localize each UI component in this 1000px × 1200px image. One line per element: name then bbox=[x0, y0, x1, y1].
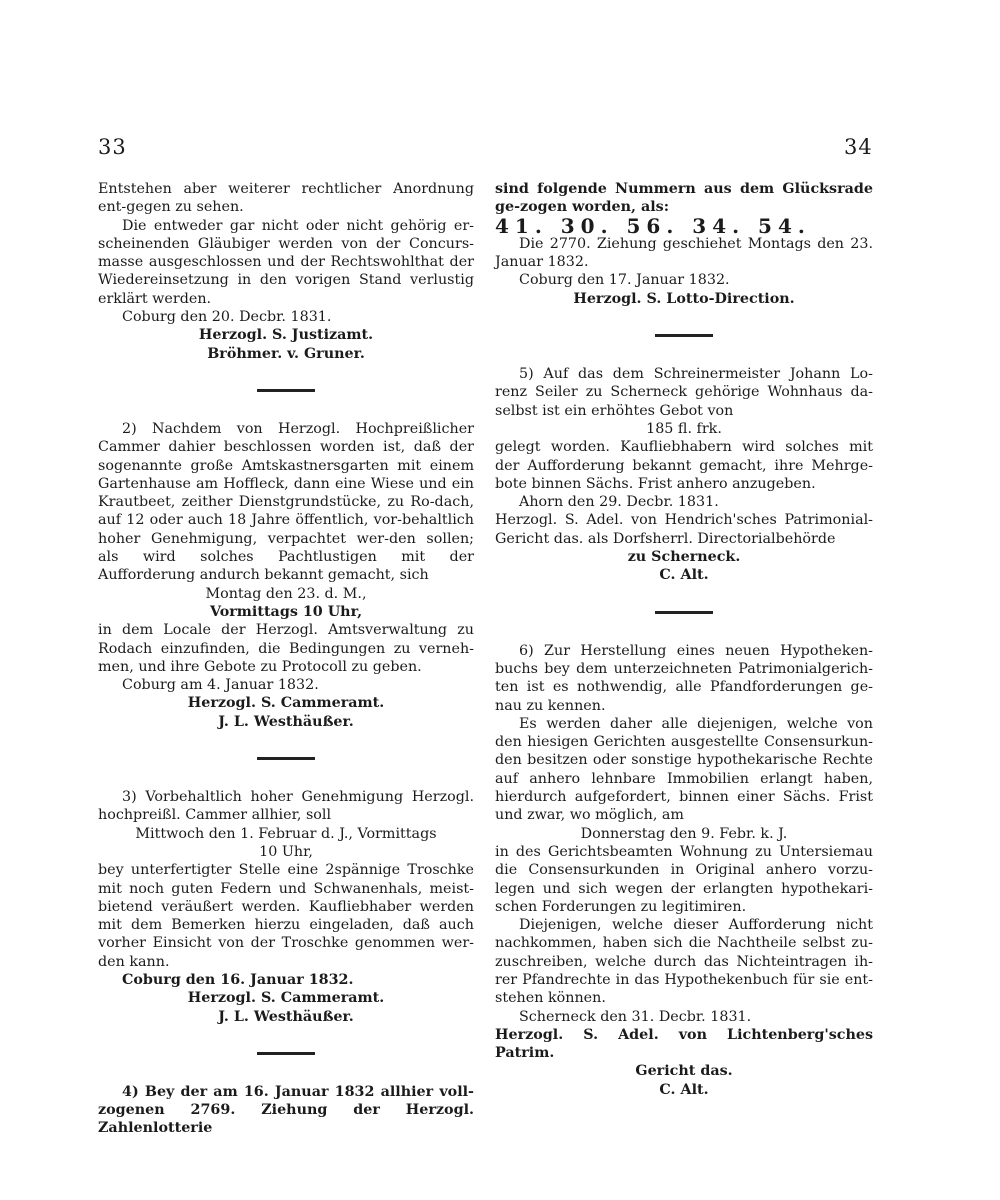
date-line: Coburg den 17. Januar 1832. bbox=[519, 272, 730, 289]
separator-rule bbox=[655, 334, 713, 337]
date-line: Montag den 23. d. M., bbox=[205, 585, 367, 602]
paragraph: Es werden daher alle diejenigen, welche von den hiesigen Gerichten ausgestellte Consensurkun-den besitzen oder sonstige hypothekarische Rechte auf anhero lehnbare Immobilien erlangt haben, hierdurch aufgefordert, binnen einer Sächs. Frist und zwar, wo möglich, am bbox=[495, 715, 873, 824]
paragraph: 3) Vorbehaltlich hoher Genehmigung Herzogl. hochpreißl. Cammer allhier, soll bbox=[98, 789, 474, 824]
authority-line: Herzogl. S. Adel. von Hendrich'sches Patrimonial-Gericht das. als Dorfsherrl. Directorialbehörde bbox=[495, 512, 873, 547]
paragraph: 4) Bey der am 16. Januar 1832 allhier voll-zogenen 2769. Ziehung der Herzogl. Zahlenlotterie bbox=[98, 1083, 474, 1137]
signature-line: J. L. Westhäußer. bbox=[218, 713, 354, 730]
paragraph: Die entweder gar nicht oder nicht gehörig er-scheinenden Gläubiger werden von der Concurs-masse ausgeschlossen und der Rechtswohlthat der Wiedereinsetzung in den vorigen Stand verlustig erklärt werden. bbox=[98, 217, 474, 307]
page-number-right: 34 bbox=[844, 135, 873, 159]
date-line: Coburg den 20. Decbr. 1831. bbox=[122, 309, 332, 326]
paragraph: bey unterfertigter Stelle eine 2spännige Troschke mit noch guten Federn und Schwanenhals, meist-bietend veräußert werden. Kaufliebhaber werden mit dem Bemerken hierzu eingeladen, daß auch vorher Einsicht von der Troschke genommen wer-den kann. bbox=[98, 862, 474, 970]
paragraph: 5) Auf das dem Schreinermeister Johann Lo-renz Seiler zu Scherneck gehörige Wohnhaus da-selbst ist ein erhöhtes Gebot von bbox=[495, 366, 873, 419]
signature-line: J. L. Westhäußer. bbox=[218, 1008, 354, 1025]
paragraph: in des Gerichtsbeamten Wohnung zu Untersiemau die Consensurkunden in Original anhero vorzu-legen und sich wegen der erlangten hypothekari-schen Forderungen zu legitimiren. bbox=[495, 843, 873, 915]
authority-line: Herzogl. S. Adel. von Lichtenberg'sches Patrim. bbox=[495, 1026, 873, 1062]
separator-rule bbox=[257, 757, 315, 760]
authority-line: Herzogl. S. Cammeramt. bbox=[187, 990, 385, 1007]
paragraph: 6) Zur Herstellung eines neuen Hypotheken-buchs bey dem unterzeichneten Patrimonialgerich-ten ist es nothwendig, alle Pfandforderungen ge-nau zu kennen. bbox=[495, 642, 873, 714]
right-column bbox=[495, 180, 873, 1099]
paragraph: gelegt worden. Kaufliebhabern wird solches mit der Aufforderung bekannt gemacht, ihre Mehrge-bote binnen Sächs. Frist anhero anzugeben. bbox=[495, 439, 873, 492]
time-line: Vormittags 10 Uhr, bbox=[209, 603, 363, 620]
authority-line: Gericht das. bbox=[635, 1063, 733, 1080]
signature-line: C. Alt. bbox=[659, 567, 709, 584]
authority-line: Herzogl. S. Cammeramt. bbox=[187, 695, 385, 712]
price-line: 185 fl. frk. bbox=[646, 420, 722, 437]
paragraph: Die 2770. Ziehung geschiehet Montags den 23. Januar 1832. bbox=[495, 235, 873, 271]
separator-rule bbox=[257, 1052, 315, 1055]
paragraph: in dem Locale der Herzogl. Amtsverwaltung zu Rodach einzufinden, die Bedingungen zu verneh-men, und ihre Gebote zu Protocoll zu geben. bbox=[98, 622, 474, 675]
paragraph: 2) Nachdem von Herzogl. Hochpreißlicher Cammer dahier beschlossen worden ist, daß der sogenannte große Amtskastnersgarten mit einem Gartenhause am Hoffleck, dann eine Wiese und ein Krautbeet, zeither Dienstgrundstücke, zu Ro-dach, auf 12 oder auch 18 Jahre öffentlich, vor-behaltlich hoher Genehmigung, verpachtet wer-den sollen; als wird solches Pachtlustigen mit der Aufforderung andurch bekannt gemacht, sich bbox=[98, 420, 474, 584]
time-line: 10 Uhr, bbox=[259, 843, 313, 860]
date-line: Coburg am 4. Januar 1832. bbox=[122, 677, 319, 694]
signature-line: Bröhmer. v. Gruner. bbox=[207, 345, 365, 362]
authority-line: Herzogl. S. Lotto-Direction. bbox=[573, 290, 795, 307]
date-line: Donnerstag den 9. Febr. k. J. bbox=[580, 825, 788, 842]
date-line: Mittwoch den 1. Februar d. J., Vormittags bbox=[135, 825, 437, 842]
paragraph: Diejenigen, welche dieser Aufforderung nicht nachkommen, haben sich die Nachtheile selbst zu-zuschreiben, welche durch das Nichteintragen ih-rer Pfandrechte in das Hypothekenbuch für sie ent-stehen können. bbox=[495, 917, 873, 1007]
date-line: Scherneck den 31. Decbr. 1831. bbox=[519, 1008, 752, 1025]
separator-rule bbox=[655, 611, 713, 614]
date-line: Coburg den 16. Januar 1832. bbox=[122, 971, 354, 988]
page-number-left: 33 bbox=[98, 135, 127, 159]
left-column bbox=[98, 180, 474, 1138]
paragraph: sind folgende Nummern aus dem Glücksrade ge-zogen worden, als: bbox=[495, 181, 873, 216]
date-line: Ahorn den 29. Decbr. 1831. bbox=[519, 494, 719, 511]
separator-rule bbox=[257, 389, 315, 392]
paragraph: Entstehen aber weiterer rechtlicher Anordnung ent-gegen zu sehen. bbox=[98, 181, 474, 216]
authority-line: zu Scherneck. bbox=[627, 549, 741, 566]
lottery-numbers: 41. 30. 56. 34. 54. bbox=[495, 213, 811, 238]
authority-line: Herzogl. S. Justizamt. bbox=[198, 327, 374, 344]
signature-line: C. Alt. bbox=[659, 1081, 709, 1098]
